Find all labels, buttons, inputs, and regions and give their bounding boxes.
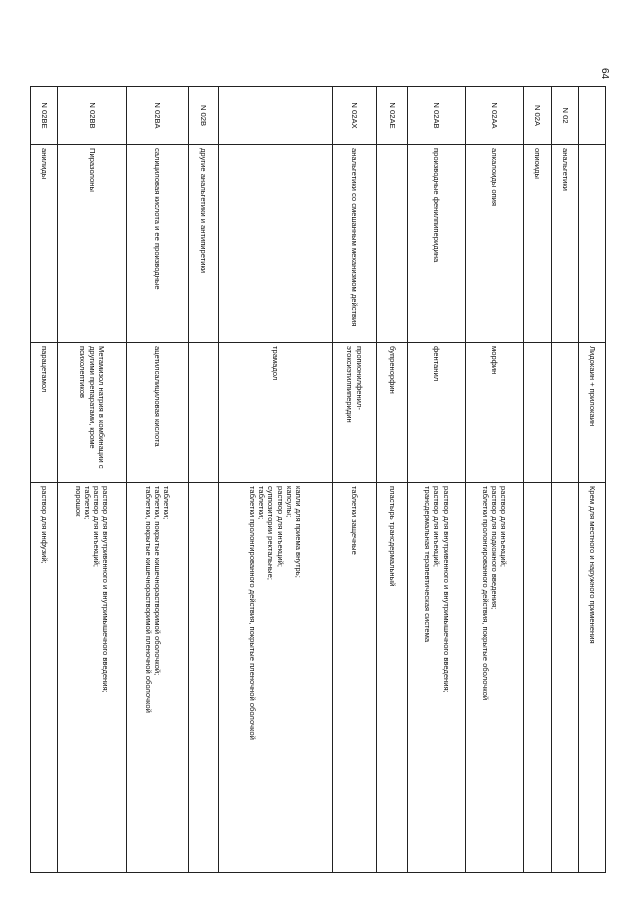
drug-name-cell: морфин — [466, 343, 523, 483]
group-name-cell: анилиды — [31, 145, 58, 343]
atc-code-cell: N 02AE — [376, 87, 407, 145]
drug-name-cell: трамадол — [218, 343, 333, 483]
group-name-cell: алкалоиды опия — [466, 145, 523, 343]
dosage-form-cell: капли для приема внутрь; капсулы; раствор для инъекций; суппозитории ректальные; таблетки; таблетки пролонгированного действия, покрытые пленочной оболочкой — [218, 483, 333, 873]
atc-code-cell: N 02BA — [126, 87, 189, 145]
dosage-form-cell: Крем для местного и наружного применения — [578, 483, 605, 873]
drug-name-cell: бупренорфин — [376, 343, 407, 483]
group-name-cell: другие анальгетики и антипиретики — [189, 145, 218, 343]
atc-code-cell: N 02AB — [408, 87, 466, 145]
table-row — [126, 87, 189, 873]
rotated-table-wrapper — [30, 86, 606, 872]
drug-table-body — [31, 87, 606, 873]
drug-name-cell: Метамизол натрия в комбинации с другими препаратами, кроме психолептиков — [58, 343, 127, 483]
table-row — [31, 87, 58, 873]
drug-name-cell: пропионилфенил-этоксиэтилпиперидин — [333, 343, 377, 483]
group-name-cell: анальгетики — [551, 145, 578, 343]
group-name-cell: опиоиды — [523, 145, 551, 343]
atc-code-cell: N 02BB — [58, 87, 127, 145]
table-row — [376, 87, 407, 873]
table-row — [333, 87, 377, 873]
drug-table — [30, 86, 606, 873]
group-name-cell: анальгетики со смешанным механизмом действия — [333, 145, 377, 343]
atc-code-cell: N 02AA — [466, 87, 523, 145]
table-row — [218, 87, 333, 873]
drug-name-cell: Лидокаин + прилокаин — [578, 343, 605, 483]
drug-name-cell — [551, 343, 578, 483]
dosage-form-cell: пластырь трансдермальный — [376, 483, 407, 873]
drug-name-cell: фентанил — [408, 343, 466, 483]
group-name-cell — [376, 145, 407, 343]
drug-name-cell — [189, 343, 218, 483]
atc-code-cell: N 02 — [551, 87, 578, 145]
dosage-form-cell: раствор для внутривенного и внутримышечного введения; раствор для инъекций; таблетки; порошок — [58, 483, 127, 873]
atc-code-cell: N 02AX — [333, 87, 377, 145]
drug-name-cell: парацетамол — [31, 343, 58, 483]
drug-name-cell — [523, 343, 551, 483]
rotated-page-area — [30, 86, 606, 872]
atc-code-cell — [218, 87, 333, 145]
atc-code-cell: N 02B — [189, 87, 218, 145]
table-row — [408, 87, 466, 873]
dosage-form-cell — [189, 483, 218, 873]
group-name-cell: Пиразолоны — [58, 145, 127, 343]
dosage-form-cell — [551, 483, 578, 873]
atc-code-cell: N 02A — [523, 87, 551, 145]
atc-code-cell: N 02BE — [31, 87, 58, 145]
page-number: 64 — [599, 68, 610, 80]
table-row — [578, 87, 605, 873]
dosage-form-cell: таблетки; таблетки, покрытые кишечнорастворимой оболочкой; таблетки, покрытые кишечнорастворимой пленочной оболочкой — [126, 483, 189, 873]
dosage-form-cell: раствор для инфузий; — [31, 483, 58, 873]
group-name-cell: салициловая кислота и ее производные — [126, 145, 189, 343]
dosage-form-cell — [523, 483, 551, 873]
table-row — [58, 87, 127, 873]
table-row — [189, 87, 218, 873]
table-row — [523, 87, 551, 873]
dosage-form-cell: таблетки защечные — [333, 483, 377, 873]
dosage-form-cell: раствор для внутривенного и внутримышечного введения; раствор для инъекций; трансдермальная терапевтическая система — [408, 483, 466, 873]
table-row — [466, 87, 523, 873]
drug-name-cell: ацетилсалициловая кислота — [126, 343, 189, 483]
group-name-cell — [578, 145, 605, 343]
group-name-cell — [218, 145, 333, 343]
table-row — [551, 87, 578, 873]
group-name-cell: производные фенилпиперидина — [408, 145, 466, 343]
atc-code-cell — [578, 87, 605, 145]
dosage-form-cell: раствор для инъекций; раствор для подкожного введения; таблетки пролонгированного действия, покрытые оболочкой — [466, 483, 523, 873]
